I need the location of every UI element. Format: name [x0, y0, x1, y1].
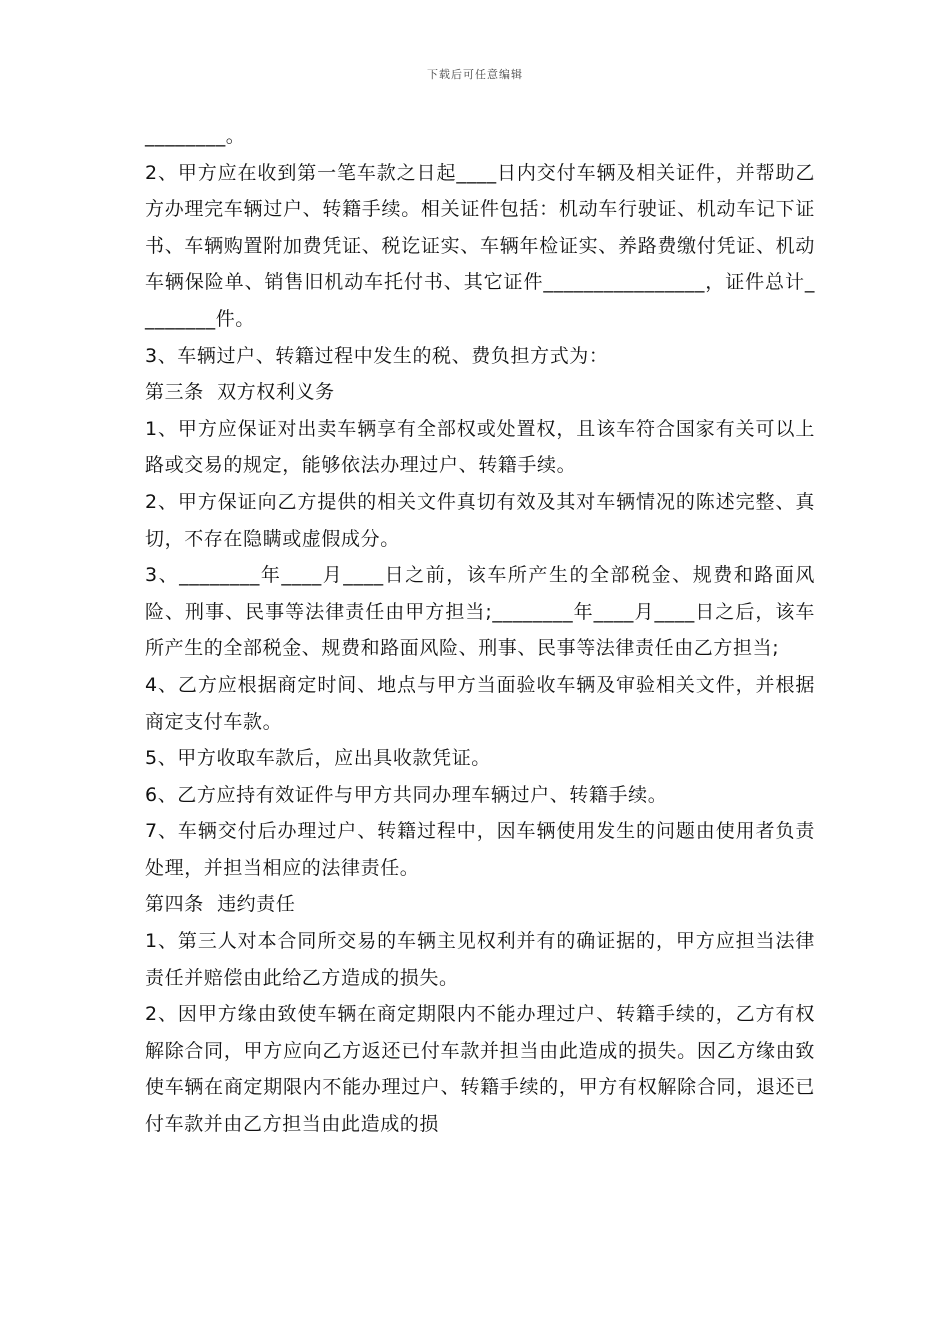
- paragraph-liability-dates: 3、________年____月____日之前，该车所产生的全部税金、规费和路面风险、刑事、民事等法律责任由甲方担当;________年____月____日之后，该车所产生的全部税金、规费和路面风险、刑事、民事等法律责任由乙方担当;: [145, 564, 815, 660]
- paragraph-delivery-documents: 2、甲方应在收到第一笔车款之日起____日内交付车辆及相关证件，并帮助乙方办理完车辆过户、转籍手续。相关证件包括：机动车行驶证、机动车记下证书、车辆购置附加费凭证、税讫证实、车辆年检证实、养路费缴付凭证、机动车辆保险单、销售旧机动车托付书、其它证件________________，证件总计________件。: [145, 161, 815, 330]
- section-heading-breach: 第四条 违约责任: [145, 893, 296, 916]
- paragraph-joint-transfer: 6、乙方应持有效证件与甲方共同办理车辆过户、转籍手续。: [145, 783, 668, 806]
- paragraph-receipt: 5、甲方收取车款后，应出具收款凭证。: [145, 747, 491, 770]
- contract-body: [145, 118, 815, 1143]
- page-header: 下载后可任意编辑: [427, 68, 523, 81]
- paragraph-document-authenticity: 2、甲方保证向乙方提供的相关文件真切有效及其对车辆情况的陈述完整、真切，不存在隐瞒或虚假成分。: [145, 490, 815, 550]
- paragraph-post-delivery: 7、车辆交付后办理过户、转籍过程中，因车辆使用发生的问题由使用者负责处理，并担当相应的法律责任。: [145, 820, 815, 879]
- paragraph-third-party-claims: 1、第三人对本合同所交易的车辆主见权利并有的确证据的，甲方应担当法律责任并赔偿由此给乙方造成的损失。: [145, 930, 815, 989]
- paragraph-inspection-payment: 4、乙方应根据商定时间、地点与甲方当面验收车辆及审验相关文件，并根据商定支付车款。: [145, 673, 815, 733]
- paragraph-tax-fee: 3、车辆过户、转籍过程中发生的税、费负担方式为：: [145, 344, 609, 367]
- paragraph-termination: 2、因甲方缘由致使车辆在商定期限内不能办理过户、转籍手续的，乙方有权解除合同，甲方应向乙方返还已付车款并担当由此造成的损失。因乙方缘由致使车辆在商定期限内不能办理过户、转籍手续的，甲方有权解除合同，退还已付车款并由乙方担当由此造成的损: [145, 1003, 815, 1136]
- section-heading-rights-obligations: 第三条 双方权利义务: [145, 381, 335, 404]
- paragraph-ownership-guarantee: 1、甲方应保证对出卖车辆享有全部权或处置权，且该车符合国家有关可以上路或交易的规定，能够依法办理过户、转籍手续。: [145, 417, 815, 477]
- paragraph-blank-continuation: ________。: [145, 125, 246, 147]
